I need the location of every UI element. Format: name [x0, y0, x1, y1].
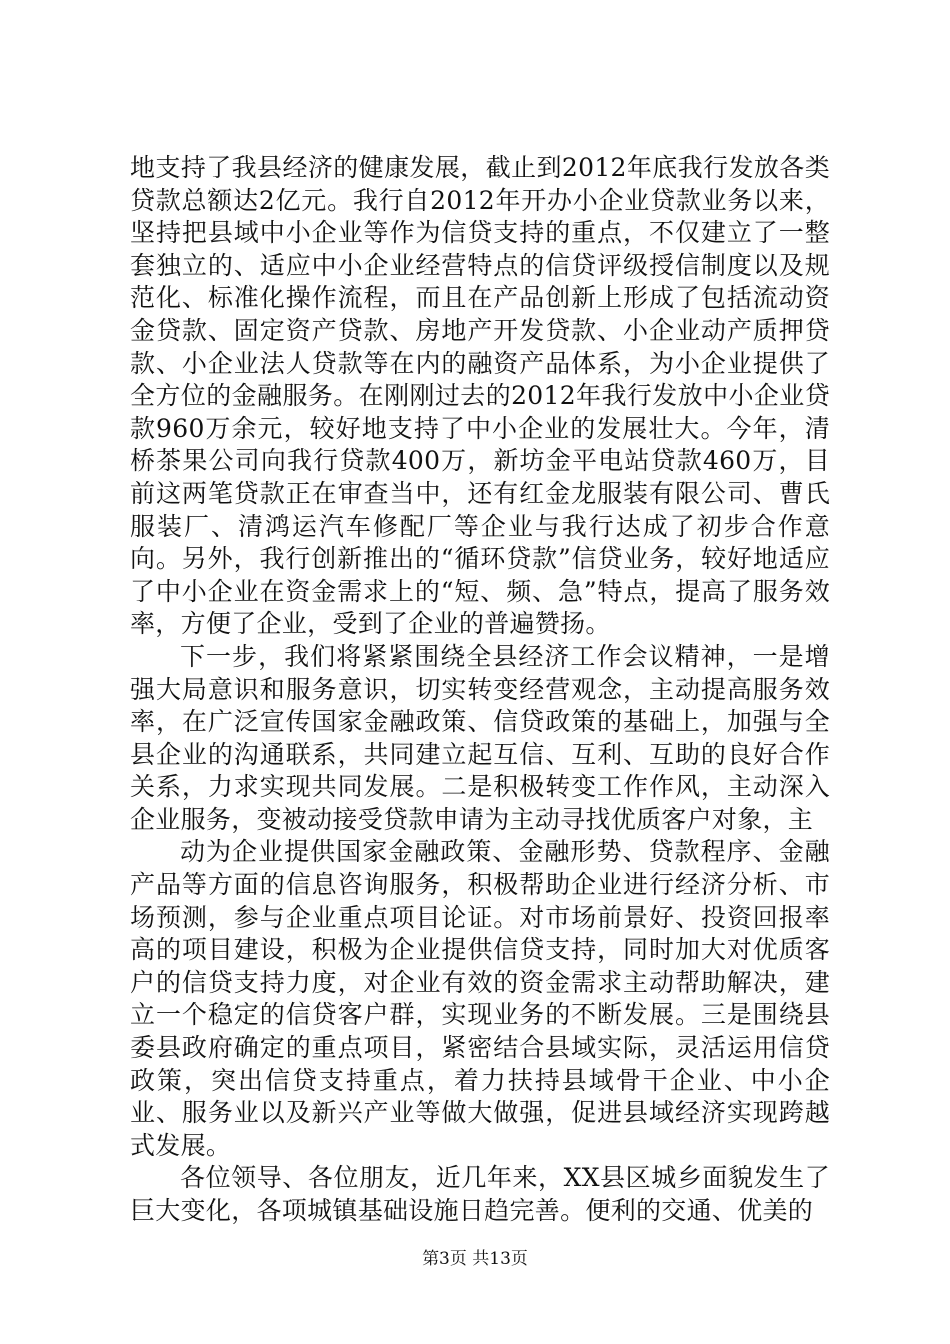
paragraph-1: 地支持了我县经济的健康发展，截止到2012年底我行发放各类贷款总额达2亿元。我行自2012年开办小企业贷款业务以来，坚持把县域中小企业等作为信贷支持的重点，不仅建立了一整套独立的、适应中小企业经营特点的信贷评级授信制度以及规范化、标准化操作流程，而且在产品创新上形成了包括流动资金贷款、固定资产贷款、房地产开发贷款、小企业动产质押贷款、小企业法人贷款等在内的融资产品体系，为小企业提供了全方位的金融服务。在刚刚过去的2012年我行发放中小企业贷款960万余元，较好地支持了中小企业的发展壮大。今年，清桥茶果公司向我行贷款400万，新坊金平电站贷款460万，目前这两笔贷款正在审查当中，还有红金龙服装有限公司、曹氏服装厂、清鸿运汽车修配厂等企业与我行达成了初步合作意向。另外，我行创新推出的“循环贷款”信贷业务，较好地适应了中小企业在资金需求上的“短、频、急”特点，提高了服务效率，方便了企业，受到了企业的普遍赞扬。: [130, 153, 830, 639]
paragraph-3: 动为企业提供国家金融政策、金融形势、贷款程序、金融产品等方面的信息咨询服务，积极帮助企业进行经济分析、市场预测，参与企业重点项目论证。对市场前景好、投资回报率高的项目建设，积极为企业提供信贷支持，同时加大对优质客户的信贷支持力度，对企业有效的资金需求主动帮助解决，建立一个稳定的信贷客户群，实现业务的不断发展。三是围绕县委县政府确定的重点项目，紧密结合县域实际，灵活运用信贷政策，突出信贷支持重点，着力扶持县域骨干企业、中小企业、服务业以及新兴产业等做大做强，促进县域经济实现跨越式发展。: [130, 837, 830, 1160]
page-number-footer: 第3页 共13页: [422, 1249, 528, 1269]
paragraph-2: 下一步，我们将紧紧围绕全县经济工作会议精神，一是增强大局意识和服务意识，切实转变经营观念，主动提高服务效率，在广泛宣传国家金融政策、信贷政策的基础上，加强与全县企业的沟通联系，共同建立起互信、互利、互助的良好合作关系，力求实现共同发展。二是积极转变工作作风，主动深入企业服务，变被动接受贷款申请为主动寻找优质客户对象，主: [130, 641, 830, 834]
paragraph-4: 各位领导、各位朋友，近几年来，XX县区城乡面貌发生了巨大变化，各项城镇基础设施日趋完善。便利的交通、优美的: [130, 1163, 830, 1225]
document-body: [130, 152, 830, 1228]
